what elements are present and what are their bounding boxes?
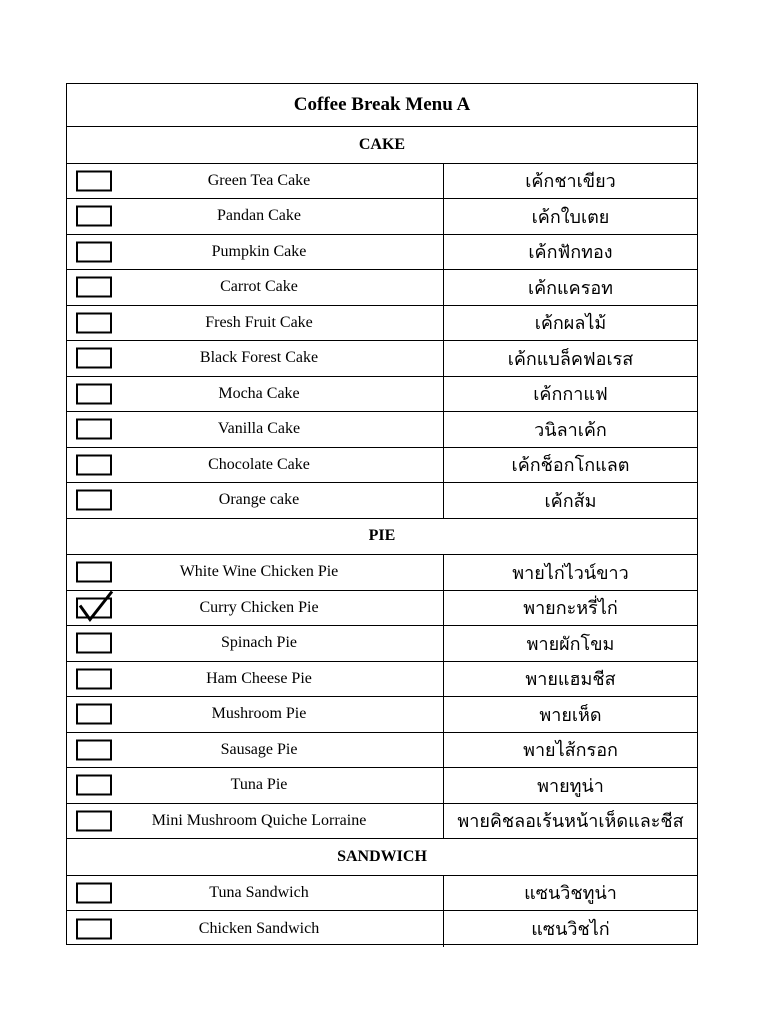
item-name-english: White Wine Chicken Pie (179, 563, 339, 581)
item-name-thai: เค้กแครอท (527, 277, 614, 299)
item-name-english: Green Tea Cake (207, 171, 311, 189)
item-name-english: Sausage Pie (220, 740, 298, 758)
menu-item-row (67, 235, 697, 271)
item-name-english: Fresh Fruit Cake (205, 313, 313, 331)
item-name-english: Curry Chicken Pie (199, 598, 319, 616)
item-english-cell (67, 626, 444, 661)
item-name-thai: พายทูน่า (537, 775, 604, 797)
item-english-cell (67, 768, 444, 803)
item-name-thai: พายเห็ด (539, 704, 602, 726)
item-name-thai: เค้กส้ม (544, 490, 597, 512)
item-checkbox[interactable] (76, 633, 112, 654)
item-name-english: Ham Cheese Pie (206, 669, 312, 687)
item-english-cell (67, 270, 444, 305)
item-checkbox[interactable] (76, 775, 112, 796)
menu-item-row (67, 591, 697, 627)
item-name-english: Mocha Cake (218, 384, 300, 402)
menu-item-row (67, 662, 697, 698)
item-checkbox[interactable] (76, 454, 112, 475)
item-english-cell (67, 306, 444, 341)
menu-item-row (67, 412, 697, 448)
menu-item-row (67, 377, 697, 413)
item-english-cell (67, 483, 444, 518)
item-english-cell (67, 341, 444, 376)
item-checkbox[interactable] (76, 348, 112, 369)
item-english-cell (67, 412, 444, 447)
item-checkbox[interactable] (76, 490, 112, 511)
item-checkbox[interactable] (76, 562, 112, 583)
item-english-cell (67, 555, 444, 590)
item-name-english: Carrot Cake (220, 278, 298, 296)
item-english-cell (67, 804, 444, 839)
item-name-english: Pandan Cake (217, 207, 301, 225)
item-name-thai: เค้กผลไม้ (534, 313, 607, 335)
section-header-pie: PIE (67, 519, 697, 556)
menu-item-row (67, 555, 697, 591)
item-checkbox[interactable] (76, 241, 112, 262)
item-name-thai: พายคิชลอเร้นหน้าเห็ดและชีส (457, 811, 684, 833)
item-checkbox[interactable] (76, 597, 112, 618)
item-checkbox[interactable] (76, 810, 112, 831)
item-english-cell (67, 199, 444, 234)
item-english-cell (67, 876, 444, 911)
menu-item-row (67, 733, 697, 769)
item-english-cell (67, 235, 444, 270)
menu-item-row (67, 448, 697, 484)
menu-item-row (67, 199, 697, 235)
item-checkbox[interactable] (76, 668, 112, 689)
item-name-thai: แซนวิชไก่ (531, 919, 610, 941)
item-checkbox[interactable] (76, 704, 112, 725)
item-english-cell (67, 911, 444, 947)
item-checkbox[interactable] (76, 882, 112, 903)
item-name-english: Tuna Pie (230, 776, 288, 794)
item-english-cell (67, 733, 444, 768)
item-name-thai: พายไก่ไวน์ขาว (512, 562, 629, 584)
item-name-thai: เค้กกาแฟ (533, 384, 608, 406)
item-checkbox[interactable] (76, 312, 112, 333)
menu-table (66, 83, 698, 945)
menu-item-row (67, 876, 697, 912)
item-name-thai: เค้กใบเตย (531, 206, 610, 228)
item-name-thai: เค้กฟักทอง (528, 242, 613, 264)
menu-item-row (67, 270, 697, 306)
item-checkbox[interactable] (76, 170, 112, 191)
item-name-thai: เค้กช็อกโกแลต (511, 455, 630, 477)
item-name-thai: พายแฮมชีส (525, 669, 616, 691)
item-checkbox[interactable] (76, 277, 112, 298)
menu-item-row (67, 483, 697, 519)
item-name-thai: เค้กแบล็คฟอเรส (507, 348, 634, 370)
item-name-english: Chicken Sandwich (198, 919, 320, 937)
item-name-english: Pumpkin Cake (211, 242, 307, 260)
menu-item-row (67, 306, 697, 342)
menu-item-row (67, 341, 697, 377)
item-name-english: Orange cake (218, 491, 300, 509)
item-checkbox[interactable] (76, 383, 112, 404)
menu-item-row (67, 768, 697, 804)
item-name-english: Chocolate Cake (208, 455, 310, 473)
item-english-cell (67, 697, 444, 732)
item-name-english: Mushroom Pie (211, 705, 307, 723)
menu-sections (67, 127, 697, 947)
item-checkbox[interactable] (76, 206, 112, 227)
checkmark-icon (76, 589, 116, 621)
menu-item-row (67, 697, 697, 733)
menu-item-row (67, 626, 697, 662)
menu-item-row (67, 804, 697, 840)
item-name-thai: เค้กชาเขียว (525, 171, 616, 193)
item-name-english: Vanilla Cake (217, 420, 301, 438)
menu-item-row (67, 911, 697, 947)
item-name-thai: แซนวิชทูน่า (524, 883, 617, 905)
item-checkbox[interactable] (76, 419, 112, 440)
item-name-english: Spinach Pie (221, 634, 297, 652)
item-english-cell (67, 591, 444, 626)
item-english-cell (67, 377, 444, 412)
item-checkbox[interactable] (76, 918, 112, 939)
menu-item-row (67, 164, 697, 200)
item-name-thai: พายกะหรี่ไก่ (523, 598, 618, 620)
item-name-english: Tuna Sandwich (209, 883, 309, 901)
item-name-thai: พายผักโขม (526, 633, 615, 655)
item-name-thai: วนิลาเค้ก (534, 419, 607, 441)
item-english-cell (67, 448, 444, 483)
item-name-thai: พายไส้กรอก (523, 740, 618, 762)
item-english-cell (67, 662, 444, 697)
section-header-cake: CAKE (67, 127, 697, 164)
item-name-english: Black Forest Cake (199, 349, 319, 367)
menu-title: Coffee Break Menu A (67, 84, 697, 127)
section-header-sandwich: SANDWICH (67, 839, 697, 876)
item-name-english: Mini Mushroom Quiche Lorraine (151, 811, 367, 829)
item-english-cell (67, 164, 444, 199)
item-checkbox[interactable] (76, 739, 112, 760)
